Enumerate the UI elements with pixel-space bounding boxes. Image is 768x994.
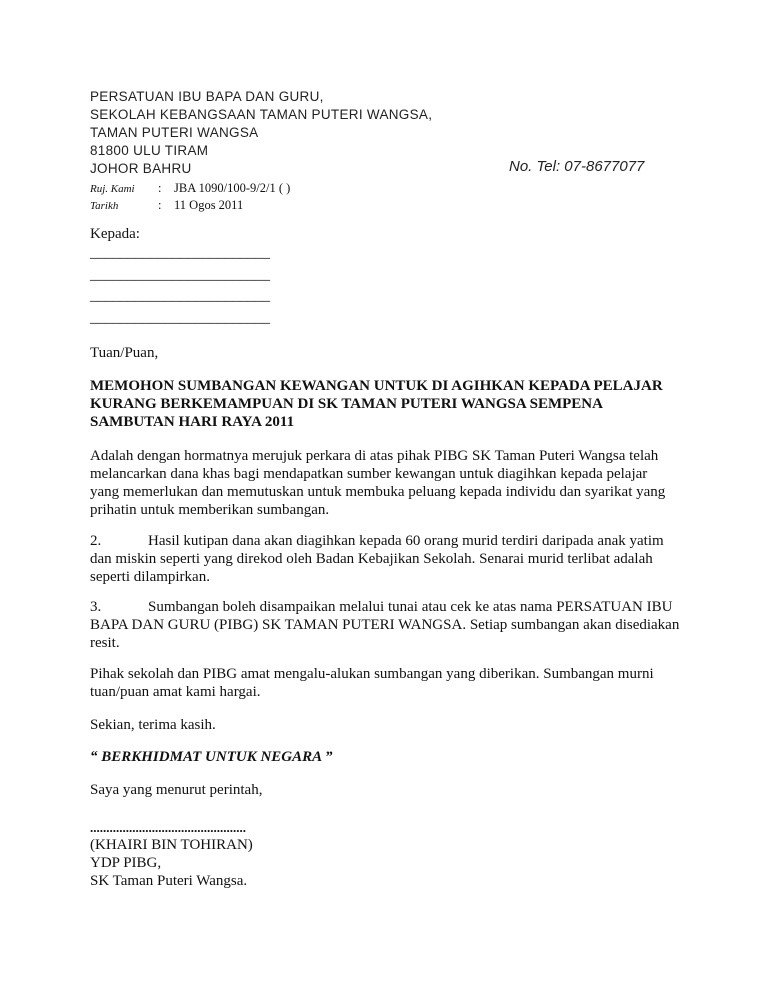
letterhead <box>90 88 432 178</box>
recipient-line: ________________________ <box>90 266 270 283</box>
subject-line: SAMBUTAN HARI RAYA 2011 <box>90 414 295 430</box>
recipient-line: ________________________ <box>90 245 270 261</box>
recipient-line: ________________________ <box>90 309 270 326</box>
recipient-line: ________________________ <box>90 288 270 304</box>
salutation: Tuan/Puan, <box>90 345 159 361</box>
signature-block <box>90 820 253 890</box>
reference-block <box>90 180 290 214</box>
letterhead-line: JOHOR BAHRU <box>90 161 192 176</box>
signatory-title: YDP PIBG, <box>90 855 162 871</box>
paragraph-1: Adalah dengan hormatnya merujuk perkara di atas pihak PIBG SK Taman Puteri Wangsa telah melancarkan dana khas bagi mendapatkan sumber kewangan untuk diagihkan kepada pelajar yang memerlukan dan memutuskan untuk membuka peluang kepada individu dan syarikat yang prihatin untuk memberikan sumbangan. <box>90 448 666 518</box>
colon: : <box>158 198 162 212</box>
colon: : <box>158 181 162 195</box>
motto: “ BERKHIDMAT UNTUK NEGARA ” <box>90 749 333 765</box>
telephone: No. Tel: 07-8677077 <box>509 158 645 175</box>
subject <box>90 377 663 431</box>
paragraph-text: Hasil kutipan dana akan diagihkan kepada 60 orang murid terdiri daripada anak yatim dan miskin seperti yang direkod oleh Badan Kebajikan Sekolah. Senarai murid terlibat adalah seperti dilampirkan. <box>90 533 664 585</box>
closing: Sekian, terima kasih. <box>90 717 216 733</box>
letterhead-line: 81800 ULU TIRAM <box>90 143 209 158</box>
letterhead-line: SEKOLAH KEBANGSAAN TAMAN PUTERI WANGSA, <box>90 107 433 122</box>
subject-line: MEMOHON SUMBANGAN KEWANGAN UNTUK DI AGIHKAN KEPADA PELAJAR <box>90 378 663 394</box>
letterhead-line: PERSATUAN IBU BAPA DAN GURU, <box>90 89 324 104</box>
paragraph-3 <box>90 598 680 652</box>
letterhead-line: TAMAN PUTERI WANGSA <box>90 125 259 140</box>
paragraph-number: 3. <box>90 599 102 615</box>
subject-line: KURANG BERKEMAMPUAN DI SK TAMAN PUTERI WANGSA SEMPENA <box>90 396 603 412</box>
paragraph-number: 2. <box>90 533 102 549</box>
tarikh-value: 11 Ogos 2011 <box>174 198 244 212</box>
ruj-label: Ruj. Kami <box>90 183 135 195</box>
paragraph-4: Pihak sekolah dan PIBG amat mengalu-alukan sumbangan yang diberikan. Sumbangan murni tuan/puan amat kami hargai. <box>90 666 654 700</box>
sign-off: Saya yang menurut perintah, <box>90 782 263 798</box>
paragraph-2 <box>90 532 680 586</box>
signatory-name: (KHAIRI BIN TOHIRAN) <box>90 837 253 853</box>
signatory-org: SK Taman Puteri Wangsa. <box>90 873 248 889</box>
recipient-label: Kepada: <box>90 226 140 242</box>
signature-dots: ................................................ <box>90 820 246 835</box>
ruj-value: JBA 1090/100-9/2/1 ( ) <box>174 181 291 195</box>
tarikh-label: Tarikh <box>90 200 119 212</box>
paragraph-text: Sumbangan boleh disampaikan melalui tunai atau cek ke atas nama PERSATUAN IBU BAPA DAN GURU (PIBG) SK TAMAN PUTERI WANGSA. Setiap sumbangan akan disediakan resit. <box>90 599 680 651</box>
recipient-block <box>90 225 270 329</box>
